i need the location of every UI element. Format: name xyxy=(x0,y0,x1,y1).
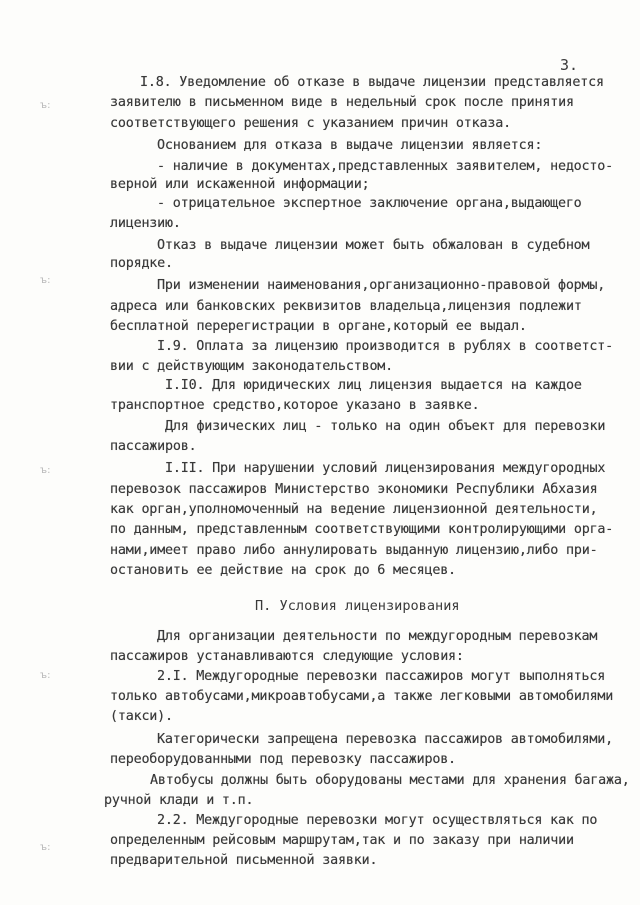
text-line: 2.I. Междугородные перевозки пассажиров могут выполняться xyxy=(157,669,606,684)
text-line: лицензию. xyxy=(110,216,181,231)
text-line: I.9. Оплата за лицензию производится в рублях в соответст- xyxy=(157,339,613,354)
text-line: I.II. При нарушении условий лицензирования междугородных xyxy=(165,461,606,476)
text-line: определенным рейсовым маршрутам,так и по заказу при наличии xyxy=(110,833,574,848)
text-line: только автобусами,микроавтобусами,а также легковыми автомобилями xyxy=(110,689,614,704)
margin-mark: ъ: xyxy=(40,670,54,681)
text-line: транспортное средство,которое указано в заявке. xyxy=(110,398,480,413)
text-line: - наличие в документах,представленных заявителем, недосто- xyxy=(157,159,613,174)
text-line: I.8. Уведомление об отказе в выдаче лицензии представляется xyxy=(140,75,604,90)
margin-mark: ъ: xyxy=(40,275,54,286)
text-line: ручной клади и т.п. xyxy=(104,793,254,808)
margin-mark: ъ: xyxy=(40,842,54,853)
text-line: верной или искаженной информации; xyxy=(110,177,370,192)
text-line: соответствующего решения с указанием причин отказа. xyxy=(110,116,511,131)
text-line: При изменении наименования,организационно-правовой формы, xyxy=(157,278,606,293)
text-line: порядке. xyxy=(110,256,173,271)
text-line: заявителю в письменном виде в недельный срок после принятия xyxy=(110,95,574,110)
text-line: Автобусы должны быть оборудованы местами для хранения багажа, xyxy=(150,773,630,788)
text-line: Отказ в выдаче лицензии может быть обжалован в судебном xyxy=(157,238,590,253)
text-line: бесплатной перерегистрации в органе,который ее выдал. xyxy=(110,319,527,334)
page-number: 3. xyxy=(560,56,579,74)
text-line: Основанием для отказа в выдаче лицензии является: xyxy=(157,138,543,153)
text-line: Для физических лиц - только на один объект для перевозки xyxy=(165,419,606,434)
text-line: по данным, представленным соответствующими контролирующими орга- xyxy=(110,522,614,537)
text-line: пассажиров устанавливаются следующие условия: xyxy=(110,649,464,664)
text-line: переоборудованными под перевозку пассажиров. xyxy=(110,752,456,767)
text-line: как орган,уполномоченный на ведение лицензионной деятельности, xyxy=(110,502,598,517)
text-line: (такси). xyxy=(110,709,173,724)
text-line: Для организации деятельности по междугородным перевозкам xyxy=(157,629,598,644)
text-line: предварительной письменной заявки. xyxy=(110,853,378,868)
text-line: - отрицательное экспертное заключение органа,выдающего xyxy=(157,196,582,211)
margin-mark: ъ: xyxy=(40,100,54,111)
text-line: нами,имеет право либо аннулировать выданную лицензию,либо при- xyxy=(110,543,598,558)
text-line: перевозок пассажиров Министерство экономики Республики Абхазия xyxy=(110,482,598,497)
text-line: остановить ее действие на срок до 6 месяцев. xyxy=(110,563,456,578)
text-line: I.I0. Для юридических лиц лицензия выдается на каждое xyxy=(165,378,582,393)
text-line: Категорически запрещена перевозка пассажиров автомобилями, xyxy=(157,732,613,747)
text-line: вии с действующим законодательством. xyxy=(110,359,394,374)
text-line: адреса или банковских реквизитов владельца,лицензия подлежит xyxy=(110,299,582,314)
section-heading: П. Условия лицензирования xyxy=(255,598,460,614)
text-line: 2.2. Междугородные перевозки могут осуществляться как по xyxy=(157,813,598,828)
margin-mark: ъ: xyxy=(40,465,54,476)
text-line: пассажиров. xyxy=(110,439,197,454)
